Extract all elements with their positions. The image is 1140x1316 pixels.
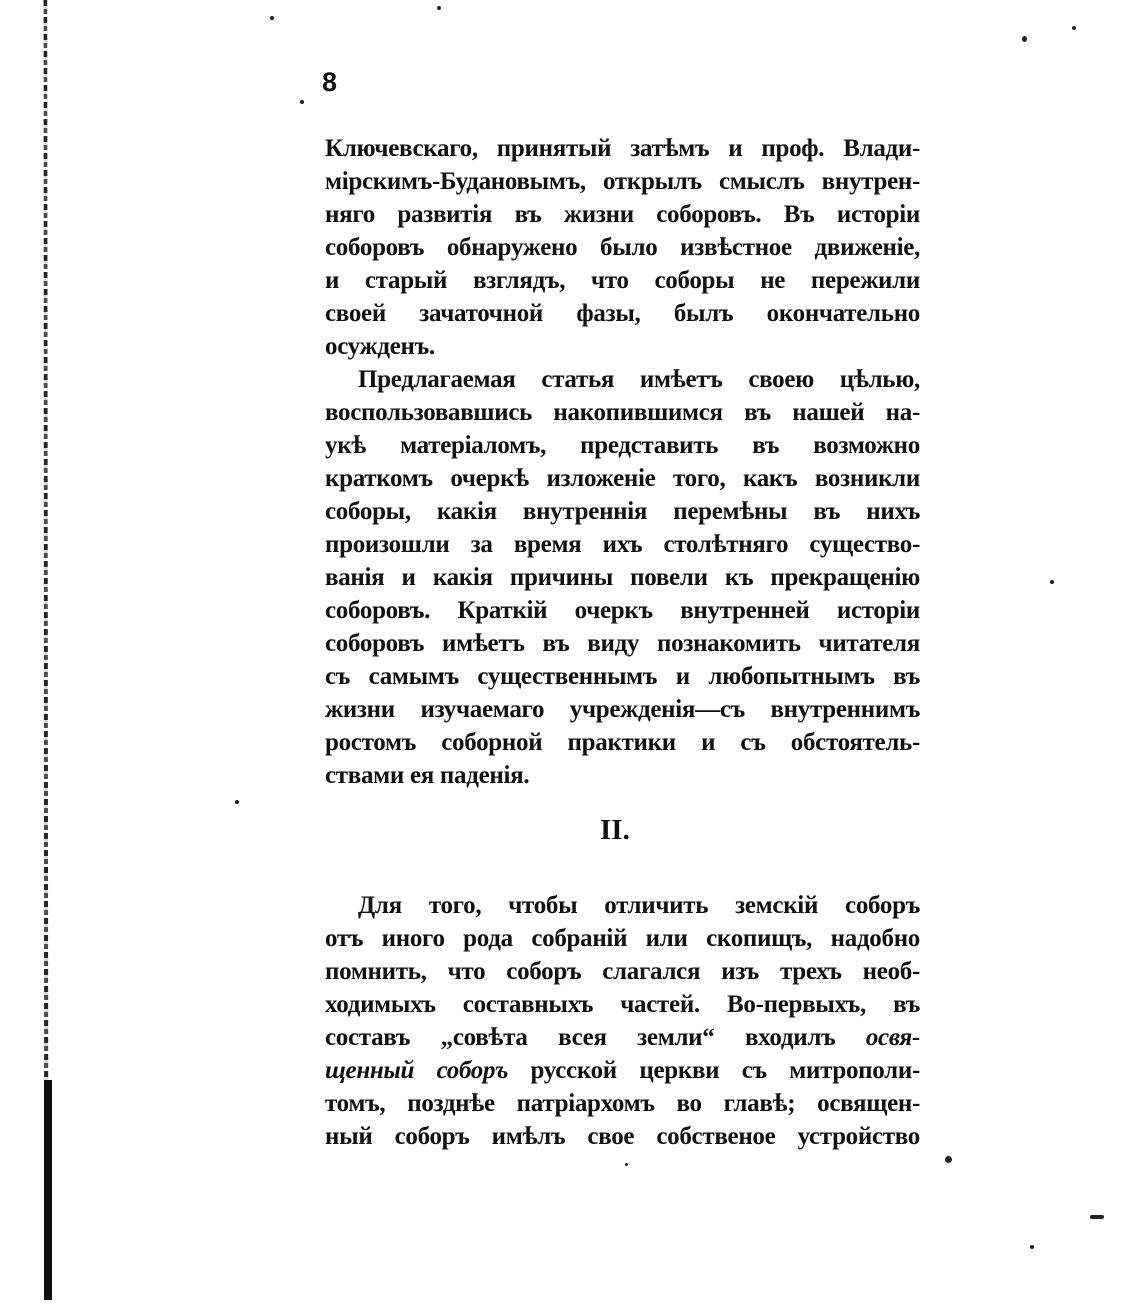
text-line: ный соборъ имѣлъ свое собственое устройство xyxy=(325,1123,920,1150)
text-line: своей зачаточной фазы, былъ окончательно xyxy=(325,300,920,327)
paragraph-1 xyxy=(325,132,920,363)
text-line xyxy=(325,1054,920,1087)
scan-speck xyxy=(1072,26,1076,30)
text-line: отъ иного рода собраній или скопищъ, надобно xyxy=(325,925,920,952)
text-line: укѣ матеріаломъ, представить въ возможно xyxy=(325,432,920,459)
scan-speck xyxy=(1022,36,1027,42)
italic-text-segment: освя- xyxy=(865,1024,920,1051)
text-line: жизни изучаемаго учрежденія—съ внутреннимъ xyxy=(325,696,920,723)
text-line: мірскимъ-Будановымъ, открылъ смыслъ внутрен- xyxy=(325,168,920,195)
text-line: Для того, чтобы отличить земскій соборъ xyxy=(358,892,920,919)
text-line: ванія и какія причины повели къ прекращенію xyxy=(325,564,920,591)
text-line: соборовъ обнаружено было извѣстное движеніе, xyxy=(325,234,920,261)
text-line: съ самымъ существеннымъ и любопытнымъ въ xyxy=(325,663,920,690)
text-line: соборовъ имѣетъ въ виду познакомить читателя xyxy=(325,630,920,657)
text-line xyxy=(325,1021,920,1054)
scan-speck xyxy=(235,800,239,804)
scan-speck xyxy=(437,6,441,10)
text-line: воспользовавшись накопившимся въ нашей на- xyxy=(325,399,920,426)
text-segment: русской церкви съ митрополи- xyxy=(530,1057,920,1084)
text-line: няго развитія въ жизни соборовъ. Въ исторіи xyxy=(325,201,920,228)
text-line: ходимыхъ составныхъ частей. Во-первыхъ, въ xyxy=(325,991,920,1018)
text-segment: составъ „совѣта всея земли“ входилъ xyxy=(325,1024,836,1051)
scan-speck xyxy=(1090,1215,1104,1219)
binding-edge-shadow xyxy=(44,1080,52,1300)
text-line: соборовъ. Краткій очеркъ внутренней исторіи xyxy=(325,597,920,624)
text-line: ростомъ соборной практики и съ обстоятель- xyxy=(325,729,920,756)
paragraph-3 xyxy=(325,889,920,1153)
text-line: осужденъ. xyxy=(325,333,435,360)
scan-speck xyxy=(300,100,304,104)
text-line: Ключевскаго, принятый затѣмъ и проф. Влади- xyxy=(325,135,920,162)
scan-speck xyxy=(1050,580,1054,584)
text-line: ствами ея паденія. xyxy=(325,762,530,789)
text-line: произошли за время ихъ столѣтняго существо- xyxy=(325,531,920,558)
page-number: 8 xyxy=(322,67,338,97)
text-line: томъ, позднѣе патріархомъ во главѣ; освящен- xyxy=(325,1090,920,1117)
italic-text-segment: щенный соборъ xyxy=(325,1057,509,1084)
section-heading: II. xyxy=(600,814,630,846)
scan-speck xyxy=(1030,1245,1034,1249)
text-line: и старый взглядъ, что соборы не пережили xyxy=(325,267,920,294)
scan-speck xyxy=(625,1163,628,1166)
scan-speck xyxy=(270,16,274,20)
text-line: краткомъ очеркѣ изложеніе того, какъ возникли xyxy=(325,465,920,492)
text-line: Предлагаемая статья имѣетъ своею цѣлью, xyxy=(358,366,920,393)
text-line: соборы, какія внутреннія перемѣны въ нихъ xyxy=(325,498,920,525)
paragraph-2 xyxy=(325,363,920,792)
scan-speck xyxy=(945,1156,952,1163)
text-line: помнить, что соборъ слагался изъ трехъ необ- xyxy=(325,958,920,985)
